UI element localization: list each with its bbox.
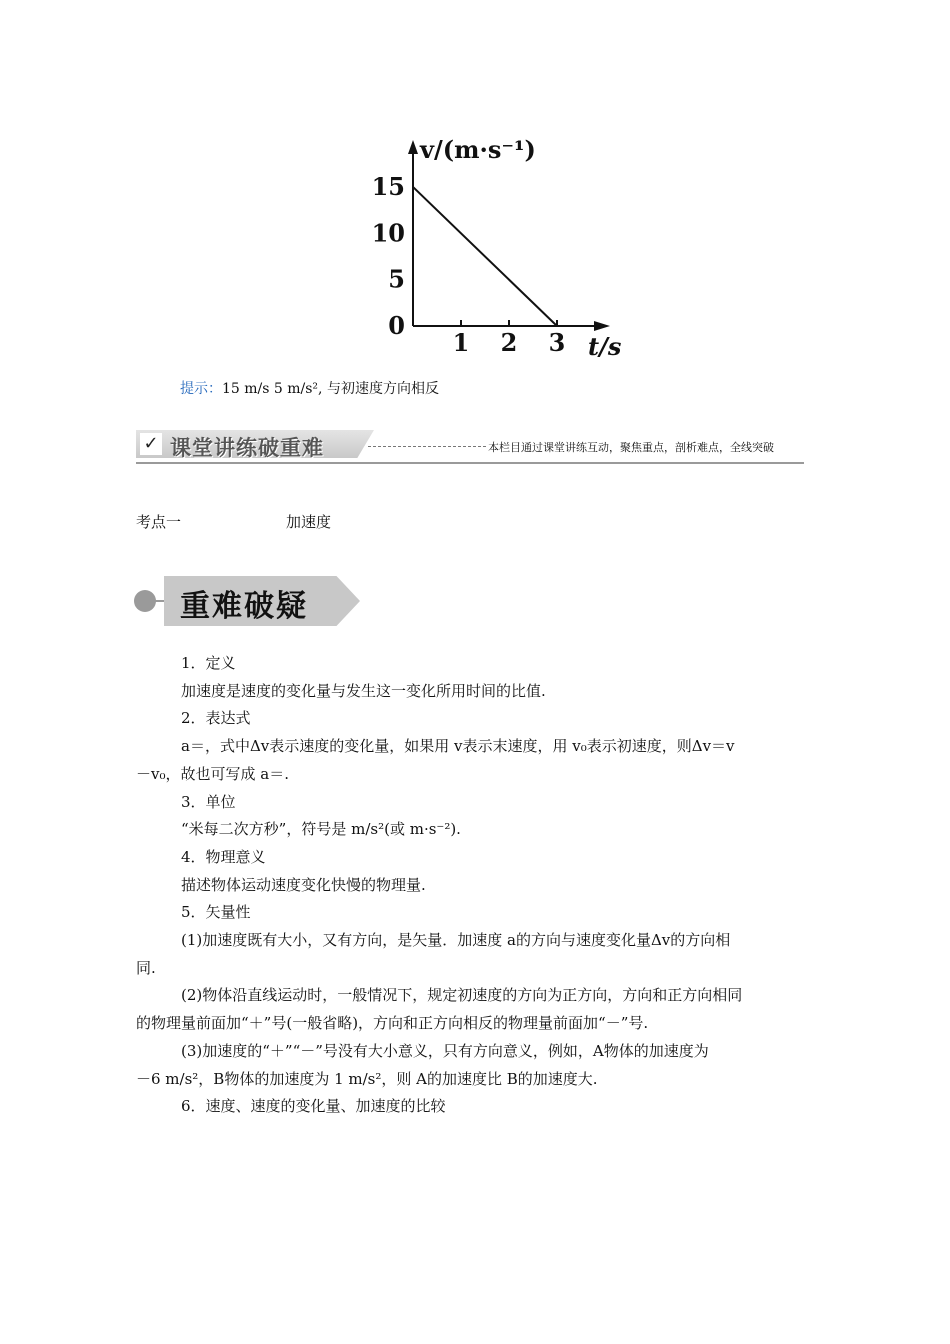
heading-expression: 2．表达式 <box>181 709 251 728</box>
hint-line <box>180 378 439 398</box>
velocity-line <box>413 187 557 326</box>
para-vector-3a: (3)加速度的“＋”“－”号没有大小意义，只有方向意义，例如，A物体的加速度为 <box>181 1041 709 1060</box>
x-tick-label: 2 <box>500 328 518 357</box>
check-icon: ✓ <box>140 433 162 455</box>
banner-underline <box>136 462 804 464</box>
para-vector-1b: 同. <box>136 958 156 977</box>
section-banner <box>136 426 804 464</box>
para-expression-1: a＝，式中Δv表示速度的变化量，如果用 v表示末速度，用 v₀表示初速度，则Δv＝v <box>181 737 735 756</box>
x-axis-label: t/s <box>588 332 622 361</box>
y-tick-label: 15 <box>371 171 405 201</box>
bullet-circle-icon <box>134 590 156 612</box>
y-axis-arrow-icon <box>408 140 418 154</box>
banner-title: 课堂讲练破重难 <box>170 436 324 460</box>
body-text <box>136 650 816 1121</box>
y-tick-label: 10 <box>371 218 405 248</box>
para-definition: 加速度是速度的变化量与发生这一变化所用时间的比值. <box>181 681 546 700</box>
kaodian-topic: 加速度 <box>286 513 332 531</box>
y-tick-label: 0 <box>388 311 405 340</box>
x-axis-arrow-icon <box>594 321 610 331</box>
para-unit: “米每二次方秒”，符号是 m/s²(或 m·s⁻²). <box>181 820 461 839</box>
heading-unit: 3．单位 <box>181 792 236 811</box>
section-title-block <box>134 576 364 628</box>
kaodian-heading <box>136 511 332 532</box>
x-tick-label: 3 <box>548 328 566 357</box>
banner-note: 本栏目通过课堂讲练互动，聚焦重点，剖析难点，全线突破 <box>488 441 774 454</box>
section-title: 重难破疑 <box>180 589 308 624</box>
kaodian-label: 考点一 <box>136 513 182 531</box>
heading-comparison: 6．速度、速度的变化量、加速度的比较 <box>181 1097 446 1116</box>
y-tick-label: 5 <box>388 264 405 294</box>
chart-marks <box>413 187 557 326</box>
chart-axes <box>372 140 610 357</box>
y-axis-label: v/(m·s⁻¹) <box>420 135 536 164</box>
velocity-time-chart <box>360 128 630 368</box>
heading-definition: 1．定义 <box>181 654 236 672</box>
para-meaning: 描述物体运动速度变化快慢的物理量. <box>181 875 426 894</box>
para-expression-2: －v₀，故也可写成 a＝. <box>136 764 289 783</box>
heading-vector: 5．矢量性 <box>181 903 251 922</box>
para-vector-2a: (2)物体沿直线运动时，一般情况下，规定初速度的方向为正方向，方向和正方向相同 <box>181 986 743 1005</box>
x-tick-label: 1 <box>452 328 470 357</box>
para-vector-1a: (1)加速度既有大小，又有方向，是矢量．加速度 a的方向与速度变化量Δv的方向相 <box>181 931 731 950</box>
banner-dashed-line <box>368 446 486 447</box>
para-vector-3b: －6 m/s²，B物体的加速度为 1 m/s²，则 A的加速度比 B的加速度大. <box>136 1069 598 1088</box>
hint-label: 提示： <box>180 381 222 397</box>
para-vector-2b: 的物理量前面加“＋”号(一般省略)，方向和正方向相反的物理量前面加“－”号. <box>136 1014 649 1033</box>
hint-text: 15 m/s 5 m/s², 与初速度方向相反 <box>222 381 439 397</box>
heading-meaning: 4．物理意义 <box>181 847 266 866</box>
